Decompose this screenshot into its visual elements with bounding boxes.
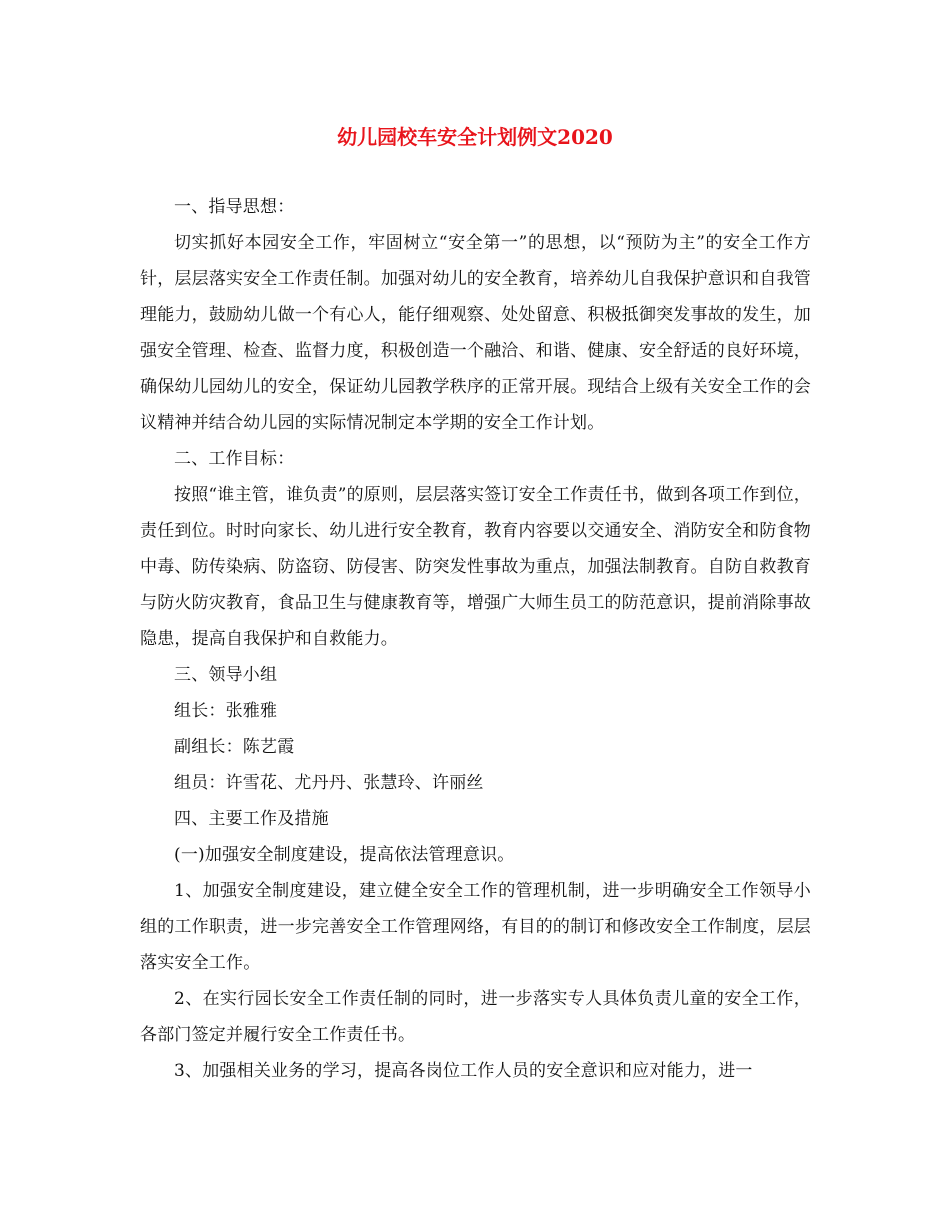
paragraph-work-goals: 按照“谁主管，谁负责”的原则，层层落实签订安全工作责任书，做到各项工作到位，责任到位。时时向家长、幼儿进行安全教育，教育内容要以交通安全、消防安全和防食物中毒、防传染病、防盗窃、防侵害、防突发性事故为重点，加强法制教育。自防自救教育与防火防灾教育，食品卫生与健康教育等，增强广大师生员工的防范意识，提前消除事故隐患，提高自我保护和自救能力。: [140, 485, 811, 649]
section-heading-work-goals: 二、工作目标：: [174, 449, 295, 469]
members-line: 组员：许雪花、尤丹丹、张慧玲、许丽丝: [174, 773, 484, 793]
document-body: [140, 189, 811, 1089]
section-heading-main-work: 四、主要工作及措施: [174, 809, 329, 829]
paragraph-guiding-ideology: 切实抓好本园安全工作，牢固树立“安全第一”的思想，以“预防为主”的安全工作方针，层层落实安全工作责任制。加强对幼儿的安全教育，培养幼儿自我保护意识和自我管理能力，鼓励幼儿做一个有心人，能仔细观察、处处留意、积极抵御突发事故的发生，加强安全管理、检查、监督力度，积极创造一个融洽、和谐、健康、安全舒适的良好环境，确保幼儿园幼儿的安全，保证幼儿园教学秩序的正常开展。现结合上级有关安全工作的会议精神并结合幼儿园的实际情况制定本学期的安全工作计划。: [140, 233, 811, 433]
subsection-heading-system-building: (一)加强安全制度建设，提高依法管理意识。: [174, 845, 515, 865]
section-heading-guiding-ideology: 一、指导思想：: [174, 197, 295, 217]
list-item-2: 2、在实行园长安全工作责任制的同时，进一步落实专人具体负责儿童的安全工作，各部门签定并履行安全工作责任书。: [140, 989, 811, 1045]
leader-line: 组长：张雅雅: [174, 701, 278, 721]
deputy-leader-line: 副组长：陈艺霞: [174, 737, 295, 757]
section-heading-leadership-group: 三、领导小组: [174, 665, 278, 685]
list-item-1: 1、加强安全制度建设，建立健全安全工作的管理机制，进一步明确安全工作领导小组的工作职责，进一步完善安全工作管理网络，有目的的制订和修改安全工作制度，层层落实安全工作。: [140, 881, 811, 973]
list-item-3: 3、加强相关业务的学习，提高各岗位工作人员的安全意识和应对能力，进一: [174, 1061, 753, 1081]
document-title: 幼儿园校车安全计划例文2020: [337, 125, 613, 149]
